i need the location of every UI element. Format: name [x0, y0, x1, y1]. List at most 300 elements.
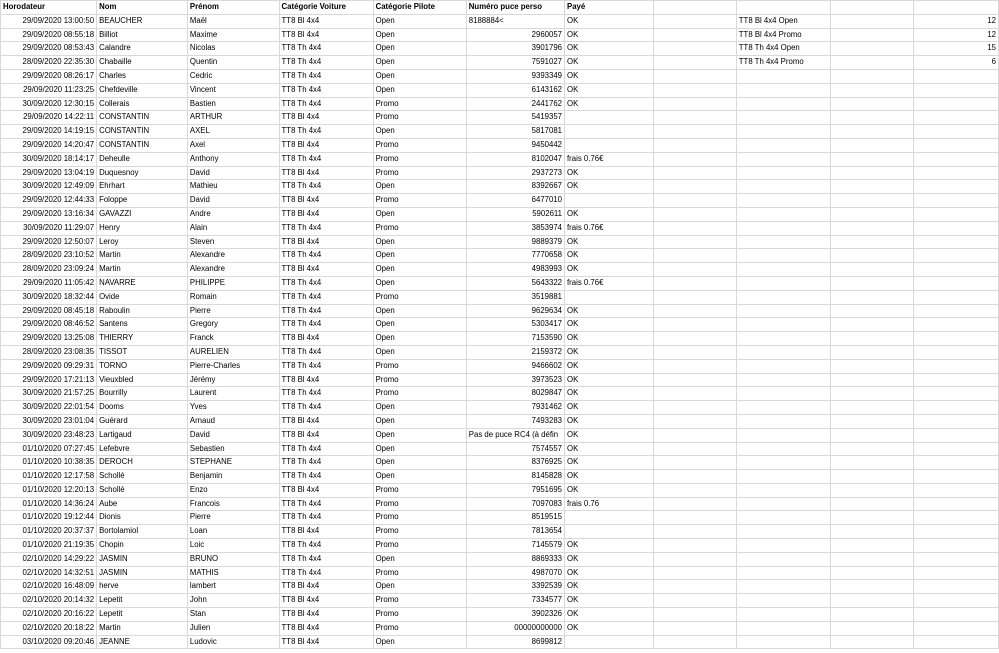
cell-horodateur[interactable]: 01/10/2020 07:27:45 — [1, 442, 97, 456]
cell-nom[interactable]: Raboulin — [97, 304, 188, 318]
cell-prenom[interactable]: Yves — [187, 401, 279, 415]
cell-spacer[interactable] — [653, 235, 736, 249]
cell-summary-count[interactable] — [914, 235, 999, 249]
cell-summary-label[interactable] — [736, 566, 830, 580]
cell-paye[interactable]: OK — [565, 387, 654, 401]
cell-spacer2[interactable] — [830, 111, 913, 125]
cell-categorie-voiture[interactable]: TT8 Bl 4x4 — [279, 621, 373, 635]
cell-paye[interactable]: OK — [565, 539, 654, 553]
cell-prenom[interactable]: Loan — [187, 525, 279, 539]
cell-prenom[interactable]: Alexandre — [187, 249, 279, 263]
cell-numero-puce[interactable]: 7931462 — [466, 401, 564, 415]
cell-summary-label[interactable] — [736, 235, 830, 249]
cell-nom[interactable]: Collerais — [97, 97, 188, 111]
header-nom[interactable]: Nom — [97, 1, 188, 15]
cell-spacer[interactable] — [653, 580, 736, 594]
cell-summary-label[interactable] — [736, 552, 830, 566]
cell-nom[interactable]: Lepetit — [97, 594, 188, 608]
cell-spacer2[interactable] — [830, 359, 913, 373]
cell-summary-label[interactable] — [736, 635, 830, 649]
cell-numero-puce[interactable]: 8376925 — [466, 456, 564, 470]
cell-categorie-pilote[interactable]: Open — [373, 552, 466, 566]
cell-spacer[interactable] — [653, 608, 736, 622]
cell-paye[interactable]: OK — [565, 594, 654, 608]
cell-spacer[interactable] — [653, 166, 736, 180]
cell-categorie-pilote[interactable]: Open — [373, 456, 466, 470]
cell-categorie-pilote[interactable]: Open — [373, 414, 466, 428]
cell-summary-count[interactable] — [914, 456, 999, 470]
cell-categorie-pilote[interactable]: Open — [373, 263, 466, 277]
cell-categorie-pilote[interactable]: Promo — [373, 166, 466, 180]
cell-horodateur[interactable]: 02/10/2020 20:18:22 — [1, 621, 97, 635]
cell-horodateur[interactable]: 29/09/2020 13:00:50 — [1, 14, 97, 28]
cell-numero-puce[interactable]: 7591027 — [466, 56, 564, 70]
cell-spacer[interactable] — [653, 97, 736, 111]
cell-categorie-pilote[interactable]: Promo — [373, 290, 466, 304]
cell-horodateur[interactable]: 30/09/2020 11:29:07 — [1, 221, 97, 235]
cell-nom[interactable]: Dionis — [97, 511, 188, 525]
cell-spacer2[interactable] — [830, 539, 913, 553]
cell-spacer2[interactable] — [830, 42, 913, 56]
cell-categorie-pilote[interactable]: Open — [373, 83, 466, 97]
cell-spacer[interactable] — [653, 28, 736, 42]
cell-summary-count[interactable]: 12 — [914, 14, 999, 28]
cell-summary-label[interactable] — [736, 207, 830, 221]
cell-nom[interactable]: Bortolamiol — [97, 525, 188, 539]
cell-paye[interactable]: OK — [565, 14, 654, 28]
cell-spacer[interactable] — [653, 180, 736, 194]
cell-paye[interactable]: OK — [565, 304, 654, 318]
cell-summary-label[interactable] — [736, 497, 830, 511]
cell-prenom[interactable]: Andre — [187, 207, 279, 221]
cell-summary-count[interactable] — [914, 97, 999, 111]
cell-paye[interactable]: OK — [565, 207, 654, 221]
cell-spacer2[interactable] — [830, 401, 913, 415]
cell-numero-puce[interactable]: 6477010 — [466, 194, 564, 208]
cell-spacer[interactable] — [653, 470, 736, 484]
cell-prenom[interactable]: Anthony — [187, 152, 279, 166]
cell-spacer[interactable] — [653, 152, 736, 166]
cell-categorie-voiture[interactable]: TT8 Th 4x4 — [279, 539, 373, 553]
cell-categorie-pilote[interactable]: Open — [373, 470, 466, 484]
cell-spacer[interactable] — [653, 539, 736, 553]
cell-categorie-voiture[interactable]: TT8 Th 4x4 — [279, 359, 373, 373]
cell-nom[interactable]: Martin — [97, 621, 188, 635]
cell-paye[interactable] — [565, 635, 654, 649]
cell-spacer[interactable] — [653, 442, 736, 456]
cell-prenom[interactable]: STEPHANE — [187, 456, 279, 470]
cell-categorie-pilote[interactable]: Open — [373, 125, 466, 139]
cell-spacer2[interactable] — [830, 414, 913, 428]
cell-prenom[interactable]: Benjamin — [187, 470, 279, 484]
cell-spacer[interactable] — [653, 290, 736, 304]
cell-horodateur[interactable]: 01/10/2020 20:37:37 — [1, 525, 97, 539]
cell-paye[interactable]: OK — [565, 456, 654, 470]
cell-prenom[interactable]: Pierre — [187, 511, 279, 525]
cell-categorie-voiture[interactable]: TT8 Bl 4x4 — [279, 138, 373, 152]
cell-paye[interactable]: OK — [565, 97, 654, 111]
cell-summary-count[interactable]: 6 — [914, 56, 999, 70]
cell-prenom[interactable]: David — [187, 194, 279, 208]
cell-numero-puce[interactable]: 7145579 — [466, 539, 564, 553]
cell-prenom[interactable]: Alain — [187, 221, 279, 235]
cell-nom[interactable]: Bourrilly — [97, 387, 188, 401]
cell-spacer2[interactable] — [830, 525, 913, 539]
header-empty[interactable] — [914, 1, 999, 15]
cell-horodateur[interactable]: 01/10/2020 10:38:35 — [1, 456, 97, 470]
cell-categorie-pilote[interactable]: Open — [373, 69, 466, 83]
cell-categorie-voiture[interactable]: TT8 Th 4x4 — [279, 566, 373, 580]
cell-categorie-voiture[interactable]: TT8 Th 4x4 — [279, 497, 373, 511]
cell-spacer2[interactable] — [830, 263, 913, 277]
cell-spacer2[interactable] — [830, 483, 913, 497]
cell-summary-label[interactable] — [736, 332, 830, 346]
cell-summary-count[interactable] — [914, 414, 999, 428]
cell-spacer[interactable] — [653, 359, 736, 373]
cell-spacer[interactable] — [653, 276, 736, 290]
cell-nom[interactable]: Schollé — [97, 483, 188, 497]
cell-numero-puce[interactable]: 4987070 — [466, 566, 564, 580]
cell-spacer[interactable] — [653, 621, 736, 635]
cell-numero-puce[interactable]: 3853974 — [466, 221, 564, 235]
cell-numero-puce[interactable]: 3392539 — [466, 580, 564, 594]
cell-horodateur[interactable]: 02/10/2020 14:29:22 — [1, 552, 97, 566]
cell-numero-puce[interactable]: 7574557 — [466, 442, 564, 456]
cell-paye[interactable]: OK — [565, 28, 654, 42]
cell-categorie-voiture[interactable]: TT8 Th 4x4 — [279, 97, 373, 111]
cell-numero-puce[interactable]: 7334577 — [466, 594, 564, 608]
cell-spacer[interactable] — [653, 111, 736, 125]
cell-spacer[interactable] — [653, 207, 736, 221]
cell-nom[interactable]: Schollé — [97, 470, 188, 484]
cell-nom[interactable]: Duquesnoy — [97, 166, 188, 180]
cell-horodateur[interactable]: 01/10/2020 19:12:44 — [1, 511, 97, 525]
cell-categorie-voiture[interactable]: TT8 Bl 4x4 — [279, 594, 373, 608]
cell-numero-puce[interactable]: 5817081 — [466, 125, 564, 139]
cell-summary-count[interactable] — [914, 125, 999, 139]
cell-summary-count[interactable] — [914, 166, 999, 180]
cell-summary-label[interactable] — [736, 194, 830, 208]
cell-spacer[interactable] — [653, 194, 736, 208]
cell-categorie-voiture[interactable]: TT8 Th 4x4 — [279, 552, 373, 566]
cell-paye[interactable]: OK — [565, 621, 654, 635]
cell-prenom[interactable]: Nicolas — [187, 42, 279, 56]
cell-paye[interactable]: frais 0.76€ — [565, 221, 654, 235]
cell-summary-label[interactable] — [736, 138, 830, 152]
cell-summary-label[interactable] — [736, 97, 830, 111]
cell-categorie-pilote[interactable]: Open — [373, 345, 466, 359]
cell-categorie-pilote[interactable]: Promo — [373, 387, 466, 401]
cell-spacer2[interactable] — [830, 249, 913, 263]
cell-nom[interactable]: THIERRY — [97, 332, 188, 346]
cell-numero-puce[interactable]: 8102047 — [466, 152, 564, 166]
cell-paye[interactable]: OK — [565, 83, 654, 97]
cell-prenom[interactable]: ARTHUR — [187, 111, 279, 125]
cell-prenom[interactable]: Stan — [187, 608, 279, 622]
cell-spacer2[interactable] — [830, 194, 913, 208]
cell-summary-label[interactable] — [736, 373, 830, 387]
cell-summary-count[interactable]: 12 — [914, 28, 999, 42]
cell-spacer[interactable] — [653, 83, 736, 97]
cell-spacer2[interactable] — [830, 552, 913, 566]
cell-nom[interactable]: CONSTANTIN — [97, 111, 188, 125]
cell-summary-label[interactable] — [736, 580, 830, 594]
cell-summary-label[interactable] — [736, 470, 830, 484]
cell-nom[interactable]: Lartigaud — [97, 428, 188, 442]
cell-categorie-pilote[interactable]: Open — [373, 180, 466, 194]
cell-numero-puce[interactable]: 9450442 — [466, 138, 564, 152]
cell-spacer2[interactable] — [830, 207, 913, 221]
cell-nom[interactable]: herve — [97, 580, 188, 594]
cell-nom[interactable]: BEAUCHER — [97, 14, 188, 28]
cell-spacer2[interactable] — [830, 276, 913, 290]
cell-summary-label[interactable] — [736, 290, 830, 304]
cell-categorie-pilote[interactable]: Promo — [373, 497, 466, 511]
cell-paye[interactable]: OK — [565, 580, 654, 594]
cell-categorie-voiture[interactable]: TT8 Th 4x4 — [279, 401, 373, 415]
cell-paye[interactable] — [565, 125, 654, 139]
cell-categorie-pilote[interactable]: Open — [373, 276, 466, 290]
cell-summary-label[interactable] — [736, 359, 830, 373]
cell-prenom[interactable]: John — [187, 594, 279, 608]
cell-horodateur[interactable]: 29/09/2020 12:44:33 — [1, 194, 97, 208]
cell-nom[interactable]: JASMIN — [97, 552, 188, 566]
cell-categorie-voiture[interactable]: TT8 Th 4x4 — [279, 125, 373, 139]
cell-horodateur[interactable]: 29/09/2020 09:29:31 — [1, 359, 97, 373]
cell-numero-puce[interactable]: 00000000000 — [466, 621, 564, 635]
cell-categorie-pilote[interactable]: Promo — [373, 194, 466, 208]
cell-spacer2[interactable] — [830, 28, 913, 42]
cell-spacer2[interactable] — [830, 125, 913, 139]
cell-paye[interactable]: OK — [565, 263, 654, 277]
cell-summary-count[interactable] — [914, 207, 999, 221]
cell-horodateur[interactable]: 29/09/2020 08:45:18 — [1, 304, 97, 318]
cell-categorie-voiture[interactable]: TT8 Bl 4x4 — [279, 483, 373, 497]
cell-horodateur[interactable]: 29/09/2020 13:25:08 — [1, 332, 97, 346]
cell-categorie-pilote[interactable]: Promo — [373, 539, 466, 553]
cell-horodateur[interactable]: 01/10/2020 12:17:58 — [1, 470, 97, 484]
header-categorie-voiture[interactable]: Catégorie Voiture — [279, 1, 373, 15]
cell-paye[interactable]: frais 0.76€ — [565, 276, 654, 290]
cell-summary-label[interactable] — [736, 401, 830, 415]
cell-summary-count[interactable] — [914, 332, 999, 346]
cell-prenom[interactable]: PHILIPPE — [187, 276, 279, 290]
cell-nom[interactable]: Chefdeville — [97, 83, 188, 97]
cell-horodateur[interactable]: 02/10/2020 14:32:51 — [1, 566, 97, 580]
cell-categorie-voiture[interactable]: TT8 Bl 4x4 — [279, 414, 373, 428]
cell-numero-puce[interactable]: 8519515 — [466, 511, 564, 525]
cell-nom[interactable]: Ehrhart — [97, 180, 188, 194]
cell-summary-count[interactable] — [914, 635, 999, 649]
cell-categorie-pilote[interactable]: Open — [373, 28, 466, 42]
cell-nom[interactable]: Dooms — [97, 401, 188, 415]
cell-summary-count[interactable] — [914, 69, 999, 83]
cell-categorie-pilote[interactable]: Open — [373, 235, 466, 249]
cell-spacer[interactable] — [653, 318, 736, 332]
cell-numero-puce[interactable]: 8869333 — [466, 552, 564, 566]
cell-summary-label[interactable] — [736, 414, 830, 428]
cell-nom[interactable]: Henry — [97, 221, 188, 235]
cell-nom[interactable]: Leroy — [97, 235, 188, 249]
cell-numero-puce[interactable]: 3973523 — [466, 373, 564, 387]
cell-paye[interactable] — [565, 525, 654, 539]
cell-summary-label[interactable] — [736, 152, 830, 166]
cell-numero-puce[interactable]: 8188884< — [466, 14, 564, 28]
cell-horodateur[interactable]: 01/10/2020 14:36:24 — [1, 497, 97, 511]
cell-prenom[interactable]: Pierre — [187, 304, 279, 318]
cell-categorie-pilote[interactable]: Open — [373, 332, 466, 346]
cell-spacer[interactable] — [653, 401, 736, 415]
cell-numero-puce[interactable]: 2441762 — [466, 97, 564, 111]
cell-paye[interactable]: OK — [565, 442, 654, 456]
cell-spacer[interactable] — [653, 42, 736, 56]
cell-prenom[interactable]: David — [187, 166, 279, 180]
cell-spacer[interactable] — [653, 345, 736, 359]
cell-categorie-voiture[interactable]: TT8 Th 4x4 — [279, 345, 373, 359]
cell-categorie-voiture[interactable]: TT8 Bl 4x4 — [279, 207, 373, 221]
cell-categorie-pilote[interactable]: Open — [373, 442, 466, 456]
cell-categorie-pilote[interactable]: Promo — [373, 566, 466, 580]
cell-spacer[interactable] — [653, 332, 736, 346]
cell-summary-label[interactable] — [736, 221, 830, 235]
cell-numero-puce[interactable]: 3901796 — [466, 42, 564, 56]
cell-spacer2[interactable] — [830, 456, 913, 470]
cell-prenom[interactable]: Sebastien — [187, 442, 279, 456]
cell-spacer2[interactable] — [830, 345, 913, 359]
cell-spacer2[interactable] — [830, 428, 913, 442]
cell-horodateur[interactable]: 29/09/2020 08:26:17 — [1, 69, 97, 83]
cell-paye[interactable] — [565, 194, 654, 208]
cell-summary-label[interactable] — [736, 483, 830, 497]
cell-paye[interactable]: OK — [565, 470, 654, 484]
cell-summary-count[interactable] — [914, 594, 999, 608]
cell-categorie-voiture[interactable]: TT8 Th 4x4 — [279, 304, 373, 318]
cell-spacer2[interactable] — [830, 621, 913, 635]
cell-summary-label[interactable] — [736, 69, 830, 83]
cell-categorie-pilote[interactable]: Promo — [373, 221, 466, 235]
cell-categorie-voiture[interactable]: TT8 Th 4x4 — [279, 442, 373, 456]
cell-summary-count[interactable] — [914, 138, 999, 152]
cell-summary-count[interactable] — [914, 483, 999, 497]
cell-horodateur[interactable]: 29/09/2020 08:46:52 — [1, 318, 97, 332]
cell-spacer2[interactable] — [830, 580, 913, 594]
cell-spacer2[interactable] — [830, 373, 913, 387]
cell-numero-puce[interactable]: 5419357 — [466, 111, 564, 125]
cell-categorie-pilote[interactable]: Open — [373, 580, 466, 594]
cell-summary-count[interactable] — [914, 387, 999, 401]
cell-categorie-pilote[interactable]: Promo — [373, 111, 466, 125]
cell-prenom[interactable]: Jérémy — [187, 373, 279, 387]
cell-spacer2[interactable] — [830, 180, 913, 194]
cell-prenom[interactable]: Axel — [187, 138, 279, 152]
cell-spacer2[interactable] — [830, 387, 913, 401]
cell-numero-puce[interactable]: 5902611 — [466, 207, 564, 221]
cell-nom[interactable]: Martin — [97, 263, 188, 277]
cell-summary-count[interactable] — [914, 276, 999, 290]
cell-prenom[interactable]: Romain — [187, 290, 279, 304]
cell-horodateur[interactable]: 28/09/2020 22:35:30 — [1, 56, 97, 70]
cell-horodateur[interactable]: 03/10/2020 09:20:46 — [1, 635, 97, 649]
cell-numero-puce[interactable]: 2937273 — [466, 166, 564, 180]
cell-categorie-pilote[interactable]: Open — [373, 635, 466, 649]
cell-horodateur[interactable]: 29/09/2020 11:23:25 — [1, 83, 97, 97]
cell-horodateur[interactable]: 29/09/2020 14:20:47 — [1, 138, 97, 152]
cell-summary-count[interactable] — [914, 83, 999, 97]
cell-summary-count[interactable] — [914, 359, 999, 373]
cell-prenom[interactable]: Enzo — [187, 483, 279, 497]
cell-categorie-voiture[interactable]: TT8 Th 4x4 — [279, 42, 373, 56]
cell-paye[interactable]: OK — [565, 401, 654, 415]
cell-summary-label[interactable] — [736, 83, 830, 97]
cell-summary-count[interactable] — [914, 497, 999, 511]
cell-horodateur[interactable]: 01/10/2020 12:20:13 — [1, 483, 97, 497]
cell-nom[interactable]: Calandre — [97, 42, 188, 56]
cell-spacer[interactable] — [653, 635, 736, 649]
cell-horodateur[interactable]: 02/10/2020 20:16:22 — [1, 608, 97, 622]
cell-prenom[interactable]: Bastien — [187, 97, 279, 111]
cell-horodateur[interactable]: 30/09/2020 23:01:04 — [1, 414, 97, 428]
cell-nom[interactable]: Billiot — [97, 28, 188, 42]
cell-nom[interactable]: JASMIN — [97, 566, 188, 580]
cell-categorie-pilote[interactable]: Promo — [373, 97, 466, 111]
cell-summary-label[interactable] — [736, 428, 830, 442]
cell-summary-label[interactable] — [736, 456, 830, 470]
cell-horodateur[interactable]: 30/09/2020 12:49:09 — [1, 180, 97, 194]
cell-categorie-pilote[interactable]: Open — [373, 428, 466, 442]
cell-numero-puce[interactable]: 7493283 — [466, 414, 564, 428]
cell-spacer[interactable] — [653, 497, 736, 511]
cell-summary-label[interactable]: TT8 Bl 4x4 Promo — [736, 28, 830, 42]
cell-summary-label[interactable] — [736, 180, 830, 194]
cell-numero-puce[interactable]: 2960057 — [466, 28, 564, 42]
cell-categorie-voiture[interactable]: TT8 Th 4x4 — [279, 56, 373, 70]
cell-numero-puce[interactable]: 9466602 — [466, 359, 564, 373]
cell-paye[interactable]: OK — [565, 359, 654, 373]
cell-paye[interactable] — [565, 138, 654, 152]
cell-nom[interactable]: NAVARRE — [97, 276, 188, 290]
cell-categorie-voiture[interactable]: TT8 Bl 4x4 — [279, 166, 373, 180]
cell-summary-label[interactable] — [736, 263, 830, 277]
cell-summary-label[interactable]: TT8 Bl 4x4 Open — [736, 14, 830, 28]
cell-horodateur[interactable]: 30/09/2020 18:32:44 — [1, 290, 97, 304]
cell-numero-puce[interactable]: 8392667 — [466, 180, 564, 194]
cell-summary-count[interactable] — [914, 552, 999, 566]
header-empty[interactable] — [830, 1, 913, 15]
cell-categorie-pilote[interactable]: Promo — [373, 608, 466, 622]
cell-prenom[interactable]: Mathieu — [187, 180, 279, 194]
cell-paye[interactable] — [565, 111, 654, 125]
cell-categorie-voiture[interactable]: TT8 Th 4x4 — [279, 276, 373, 290]
cell-categorie-voiture[interactable]: TT8 Th 4x4 — [279, 387, 373, 401]
cell-horodateur[interactable]: 29/09/2020 14:19:15 — [1, 125, 97, 139]
cell-spacer[interactable] — [653, 525, 736, 539]
cell-prenom[interactable]: Gregory — [187, 318, 279, 332]
cell-summary-count[interactable] — [914, 304, 999, 318]
cell-spacer[interactable] — [653, 552, 736, 566]
cell-spacer[interactable] — [653, 387, 736, 401]
cell-numero-puce[interactable]: 5643322 — [466, 276, 564, 290]
cell-summary-count[interactable] — [914, 221, 999, 235]
cell-prenom[interactable]: David — [187, 428, 279, 442]
cell-paye[interactable]: frais 0.76€ — [565, 152, 654, 166]
cell-prenom[interactable]: Maël — [187, 14, 279, 28]
cell-prenom[interactable]: Steven — [187, 235, 279, 249]
cell-paye[interactable]: OK — [565, 42, 654, 56]
cell-categorie-voiture[interactable]: TT8 Bl 4x4 — [279, 235, 373, 249]
cell-summary-label[interactable] — [736, 318, 830, 332]
cell-summary-label[interactable] — [736, 442, 830, 456]
cell-categorie-pilote[interactable]: Open — [373, 401, 466, 415]
